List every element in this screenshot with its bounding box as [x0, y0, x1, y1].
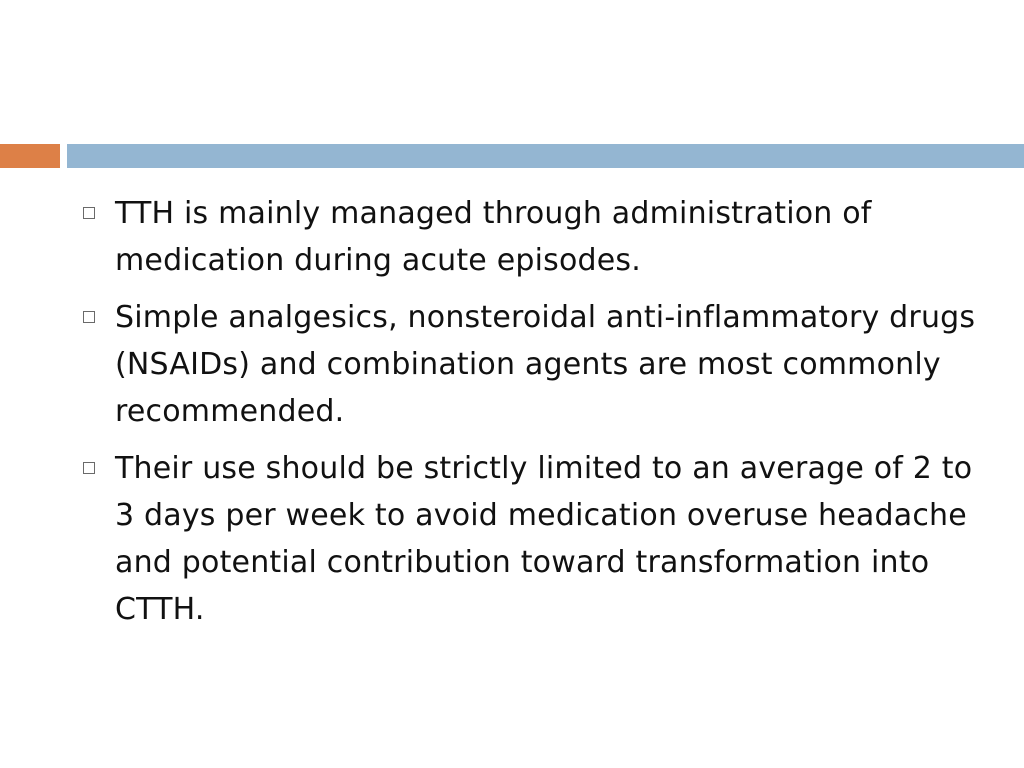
bullet-text: Simple analgesics, nonsteroidal anti-inflammatory drugs (NSAIDs) and combination agents are most commonly recommended. — [115, 300, 976, 429]
bullet-item — [77, 190, 977, 284]
hollow-square-bullet-icon — [83, 207, 95, 219]
bullet-text: Their use should be strictly limited to an average of 2 to 3 days per week to avoid medication overuse headache and potential contribution toward transformation into CTTH. — [115, 451, 973, 627]
bullet-text: TTH is mainly managed through administration of medication during acute episodes. — [115, 196, 872, 278]
header-accent-bar-blue — [67, 144, 1024, 168]
hollow-square-bullet-icon — [83, 311, 95, 323]
header-accent-bar-orange — [0, 144, 60, 168]
bullet-item — [77, 294, 977, 435]
bullet-item — [77, 445, 977, 633]
bullet-list — [77, 190, 977, 643]
hollow-square-bullet-icon — [83, 462, 95, 474]
